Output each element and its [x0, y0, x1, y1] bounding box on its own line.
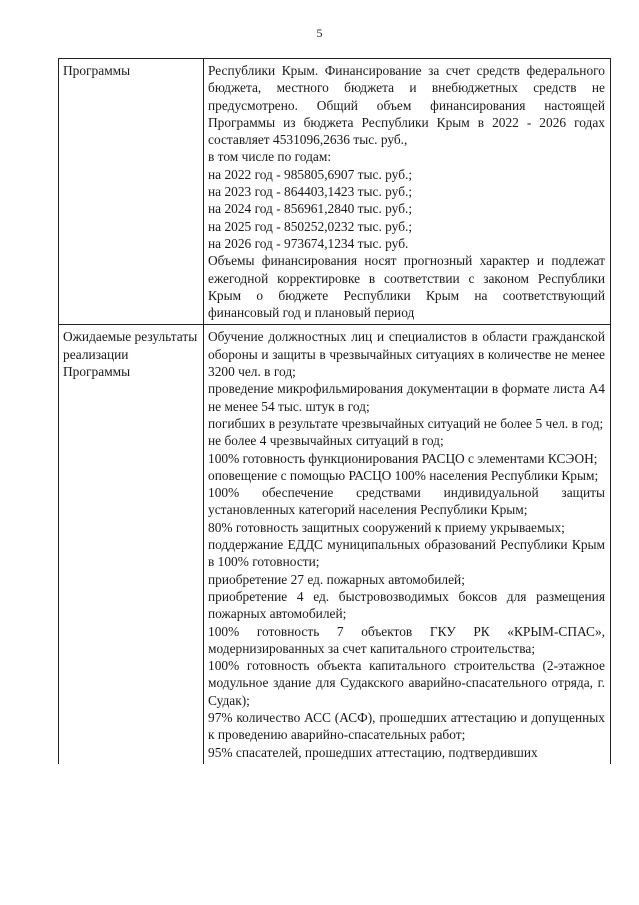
program-passport-table — [58, 58, 611, 764]
financing-year-2022: на 2022 год - 985805,6907 тыс. руб.; — [208, 166, 413, 182]
financing-by-years-intro: в том числе по годам: — [208, 149, 332, 165]
financing-year-2025: на 2025 год - 850252,0232 тыс. руб.; — [208, 218, 413, 234]
result-item: 100% обеспечение средствами индивидуальной защиты установленных категорий населения Республики Крым; — [208, 485, 605, 518]
financing-note: Объемы финансирования носят прогнозный характер и подлежат ежегодной корректировке в соответствии с законом Республики Крым о бюджете Республики Крым на соответствующий финансовый год и плановый период — [208, 253, 605, 321]
result-item: 97% количество АСС (АСФ), прошедших аттестацию и допущенных к проведению аварийно-спасательных работ; — [208, 709, 605, 743]
financing-year-2023: на 2023 год - 864403,1423 тыс. руб.; — [208, 184, 413, 200]
row-label-programs: Программы — [59, 59, 204, 325]
result-item: приобретение 4 ед. быстровозводимых боксов для размещения пожарных автомобилей; — [208, 588, 605, 622]
result-item: погибших в результате чрезвычайных ситуаций не более 5 чел. в год; — [208, 415, 604, 431]
result-item: 80% готовность защитных сооружений к приему укрываемых; — [208, 519, 565, 535]
result-item: оповещение с помощью РАСЦО 100% населения Республики Крым; — [208, 467, 599, 483]
result-item: не более 4 чрезвычайных ситуаций в год; — [208, 433, 444, 449]
result-item: 100% готовность 7 объектов ГКУ РК «КРЫМ-СПАС», модернизированных за счет капитального строительства; — [208, 623, 605, 656]
result-item: проведение микрофильмирования документации в формате листа А4 не менее 54 тыс. штук в год; — [208, 381, 605, 414]
row-label-expected-results: Ожидаемые результаты реализации Программы — [59, 325, 204, 764]
row-content-expected-results — [204, 325, 611, 764]
result-item: 95% спасателей, прошедших аттестацию, подтвердивших — [208, 744, 538, 760]
result-item: 100% готовность объекта капитального строительства (2-этажное модульное здание для Судакского аварийно-спасательного отряда, г. Судак); — [208, 658, 605, 708]
table-row-expected-results — [59, 325, 611, 764]
result-item: приобретение 27 ед. пожарных автомобилей; — [208, 571, 465, 587]
financing-year-2024: на 2024 год - 856961,2840 тыс. руб.; — [208, 201, 413, 217]
financing-year-2026: на 2026 год - 973674,1234 тыс. руб. — [208, 235, 409, 251]
result-item: поддержание ЕДДС муниципальных образований Республики Крым в 100% готовности; — [208, 537, 605, 570]
page-number: 5 — [316, 26, 323, 40]
result-item: Обучение должностных лиц и специалистов в области гражданской обороны и защиты в чрезвычайных ситуациях в количестве не менее 3200 чел. в год; — [208, 329, 605, 380]
financing-text: Республики Крым. Финансирование за счет средств федерального бюджета, местного бюджета и внебюджетных средств не предусмотрено. Общий объем финансирования настоящей Программы из бюджета Республики Крым в 2022 - 2026 годах составляет 4531096,2636 тыс. руб., — [208, 63, 605, 148]
row-content-financing — [204, 59, 611, 325]
result-item: 100% готовность функционирования РАСЦО с элементами КСЭОН; — [208, 450, 598, 466]
table-row-financing — [59, 59, 611, 325]
